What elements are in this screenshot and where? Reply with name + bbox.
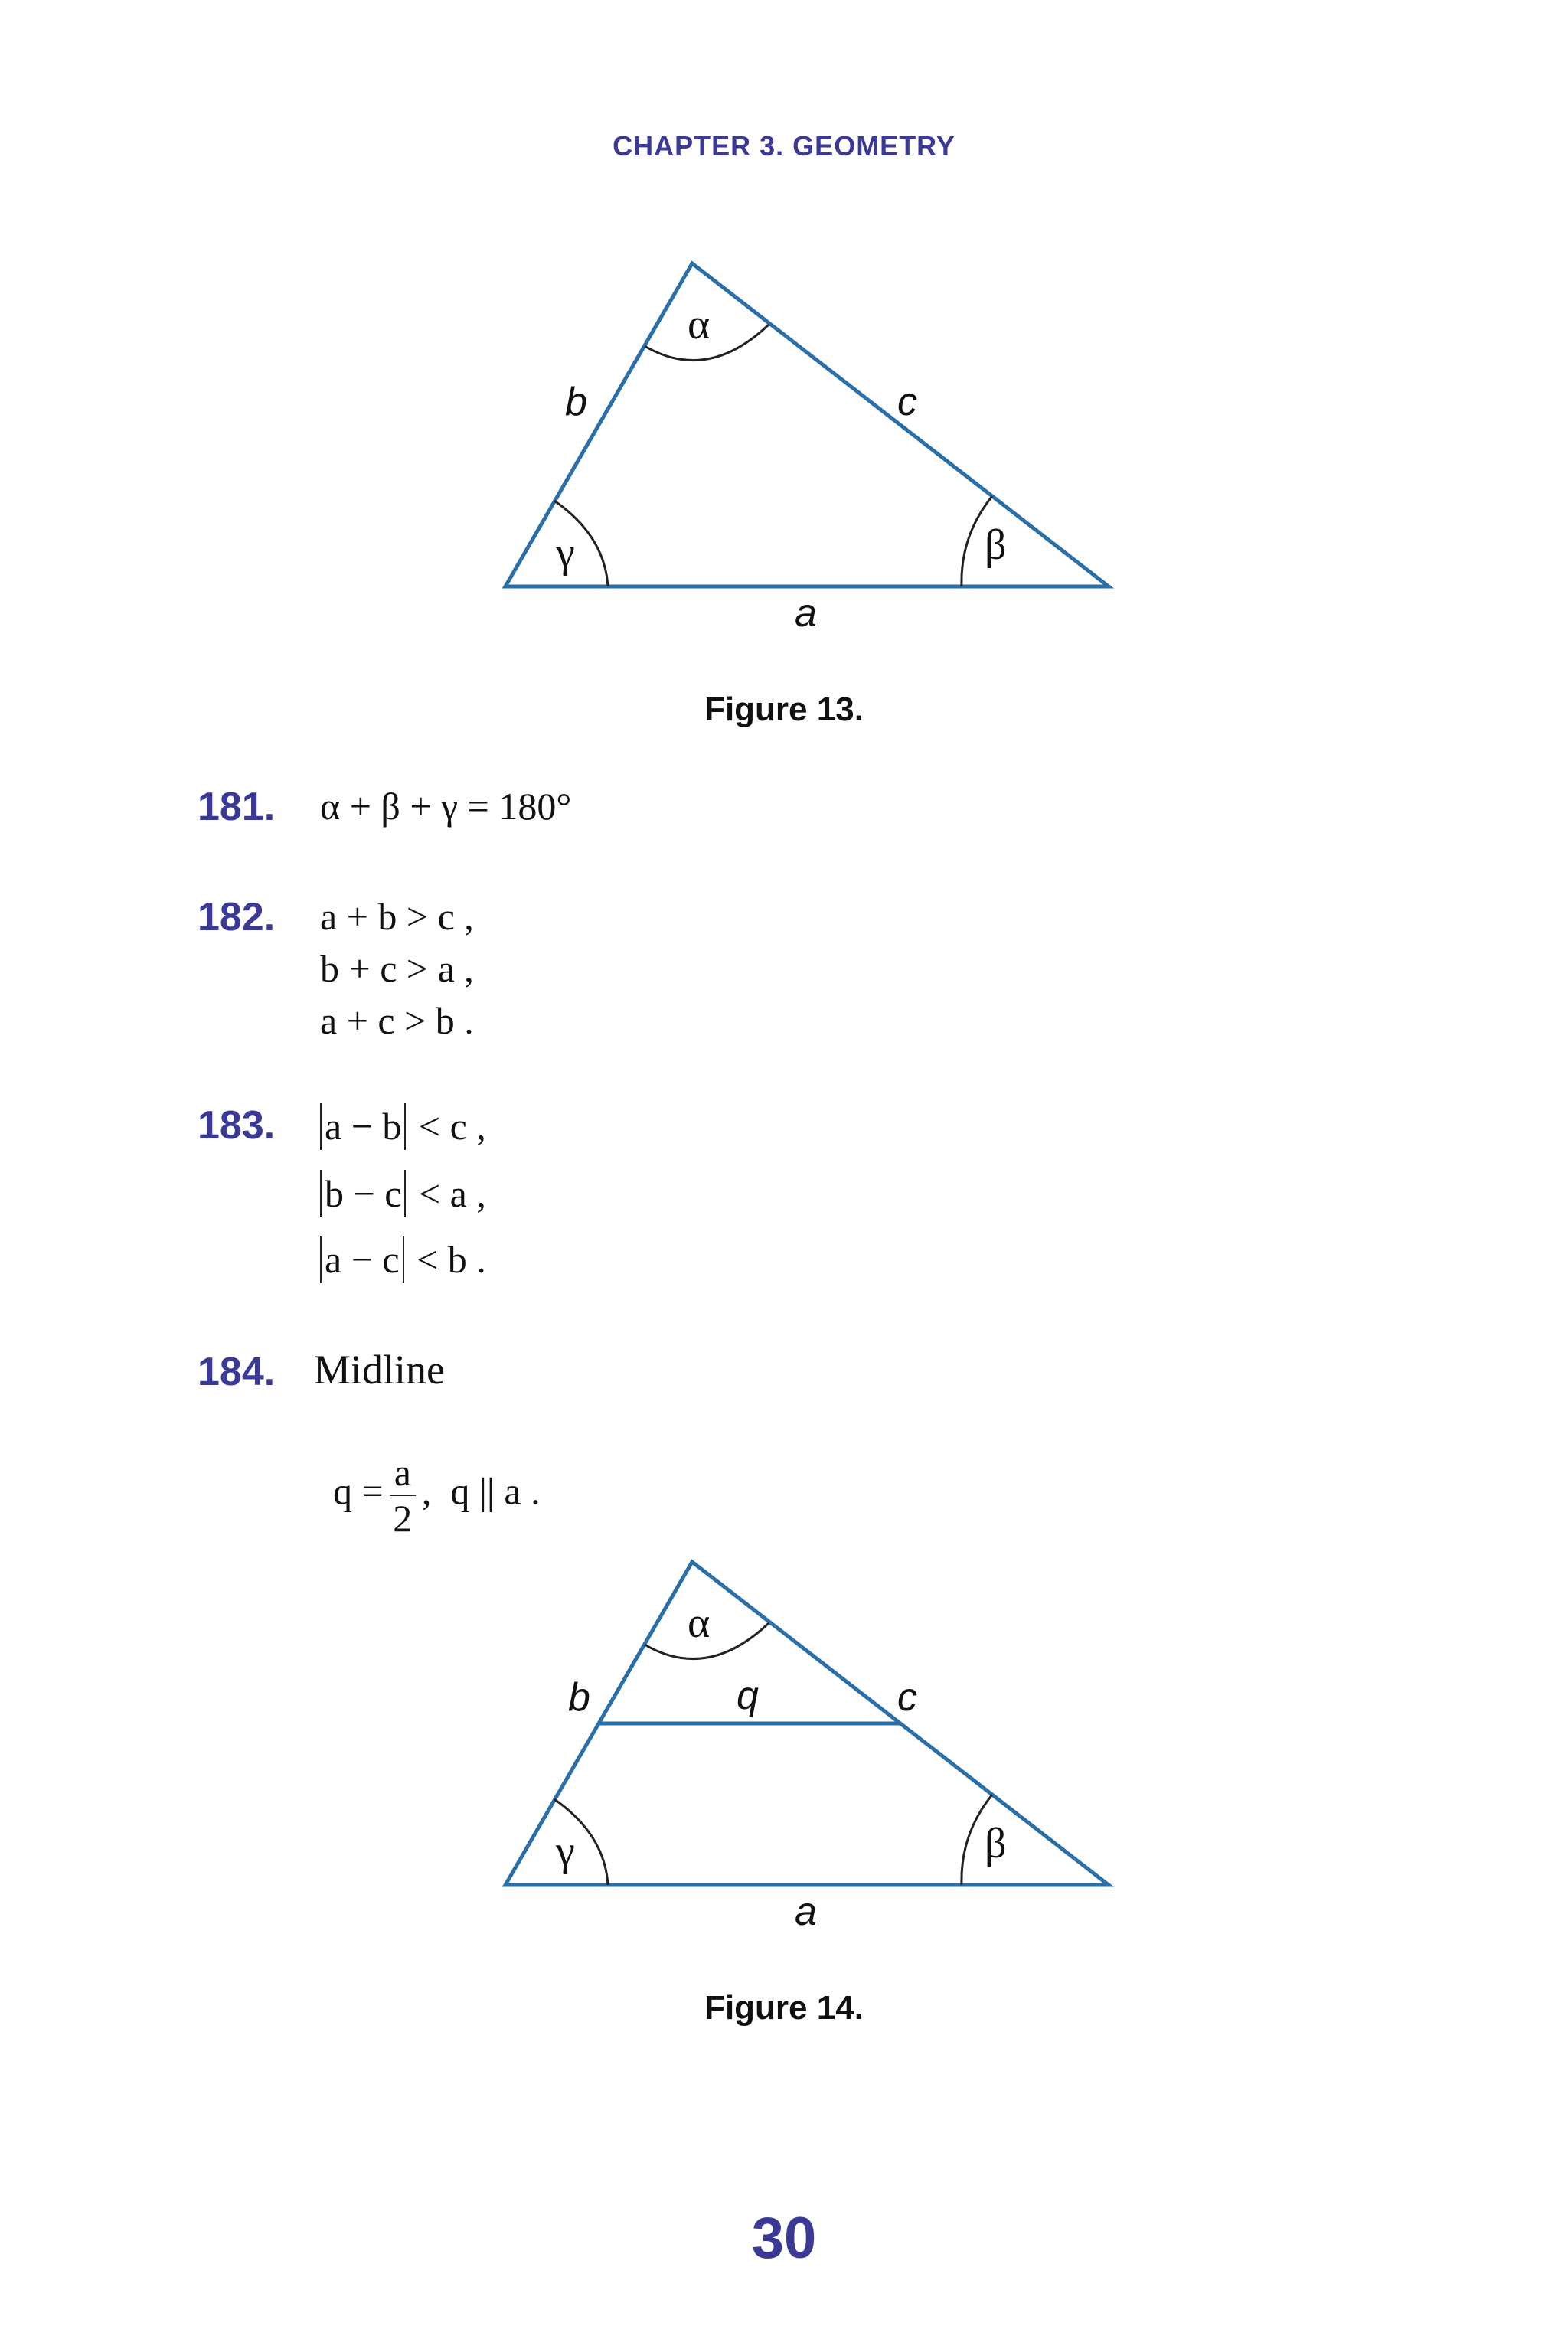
gamma-label: γ <box>556 529 575 577</box>
formula-183-number: 183. <box>198 1103 276 1148</box>
formula-182-line-2: b + c > a , <box>320 947 474 990</box>
chapter-header: CHAPTER 3. GEOMETRY <box>612 130 956 162</box>
formula-181-number: 181. <box>198 785 276 829</box>
formula-182-line-3: a + c > b . <box>320 999 474 1042</box>
alpha-label: α <box>688 1599 710 1647</box>
formula-181: α + β + γ = 180° <box>320 785 572 828</box>
page-number: 30 <box>751 2206 817 2271</box>
triangle-outline <box>505 263 1109 586</box>
figure-13-triangle <box>0 230 1568 658</box>
midline-formula: q = $\frac{a}{2}$ , q || a . <box>333 1451 541 1540</box>
formula-184-number: 184. <box>198 1350 276 1394</box>
side-b-label: b <box>568 1675 590 1720</box>
side-b-label: b <box>565 380 587 424</box>
midline-q-label: q <box>737 1674 759 1718</box>
side-c-label: c <box>897 1675 917 1720</box>
side-a-label: a <box>795 591 817 635</box>
beta-label: β <box>985 1820 1007 1867</box>
beta-label: β <box>985 521 1007 569</box>
figure-13-caption: Figure 13. <box>704 691 864 728</box>
figure-14-triangle <box>0 1531 1568 1960</box>
formula-183-line-1: a − b < c , <box>317 1102 486 1150</box>
formula-183-line-3: a − c < b . <box>317 1236 486 1283</box>
side-a-label: a <box>795 1890 817 1934</box>
formula-182-line-1: a + b > c , <box>320 895 474 938</box>
formula-183-line-2: b − c < a , <box>317 1170 486 1217</box>
figure-14-caption: Figure 14. <box>704 1989 864 2027</box>
alpha-label: α <box>688 301 710 348</box>
midline-title: Midline <box>314 1347 445 1393</box>
formula-182-number: 182. <box>198 895 276 939</box>
side-c-label: c <box>897 380 917 424</box>
gamma-label: γ <box>556 1828 575 1875</box>
